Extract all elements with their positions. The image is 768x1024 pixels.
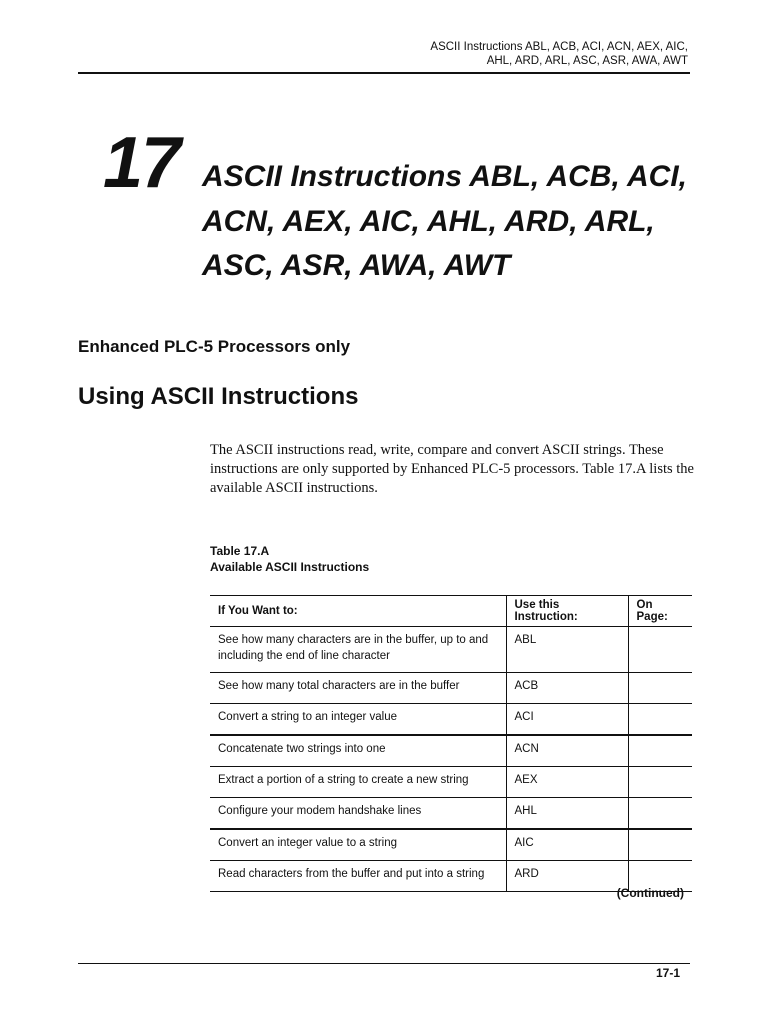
footer-rule bbox=[78, 963, 690, 964]
table-cell-page bbox=[628, 673, 692, 704]
table-cell-instruction: AHL bbox=[506, 798, 628, 830]
table-cell-page bbox=[628, 735, 692, 767]
chapter-title bbox=[202, 155, 702, 289]
table-cell-instruction: ACI bbox=[506, 704, 628, 736]
table-cell-instruction: AIC bbox=[506, 829, 628, 861]
table-cell-want: Concatenate two strings into one bbox=[210, 735, 506, 767]
table-cell-page bbox=[628, 767, 692, 798]
table-caption-number: Table 17.A bbox=[210, 544, 270, 558]
page-number: 17-1 bbox=[655, 966, 680, 980]
column-header-page: On Page: bbox=[628, 596, 692, 627]
table-cell-want: Convert an integer value to a string bbox=[210, 829, 506, 861]
table-cell-page bbox=[628, 627, 692, 673]
table-cell-instruction: ABL bbox=[506, 627, 628, 673]
table-cell-want: Configure your modem handshake lines bbox=[210, 798, 506, 830]
table-cell-page bbox=[628, 704, 692, 736]
intro-paragraph: The ASCII instructions read, write, compare and convert ASCII strings. These instructions are only supported by Enhanced PLC-5 processors. Table 17.A lists the available ASCII instructions. bbox=[210, 442, 694, 496]
table-cell-instruction: ARD bbox=[506, 861, 628, 892]
table-continued-note: (Continued) bbox=[616, 886, 684, 900]
chapter-title-line-3: ASC, ASR, AWA, AWT bbox=[202, 249, 511, 282]
table-row bbox=[210, 767, 692, 798]
table-cell-want: See how many characters are in the buffer, up to and including the end of line character bbox=[210, 627, 506, 673]
table-row bbox=[210, 798, 692, 830]
table-cell-page bbox=[628, 798, 692, 830]
column-header-want: If You Want to: bbox=[210, 596, 506, 627]
table-cell-instruction: ACN bbox=[506, 735, 628, 767]
table-cell-want: See how many total characters are in the buffer bbox=[210, 673, 506, 704]
table-cell-page bbox=[628, 829, 692, 861]
table-cell-want: Read characters from the buffer and put into a string bbox=[210, 861, 506, 892]
chapter-title-line-1: ASCII Instructions ABL, ACB, ACI, bbox=[202, 160, 688, 193]
column-header-instruction: Use this Instruction: bbox=[506, 596, 628, 627]
running-header-line-2: AHL, ARD, ARL, ASC, ASR, AWA, AWT bbox=[486, 55, 688, 67]
table-row bbox=[210, 673, 692, 704]
table-caption bbox=[210, 543, 369, 575]
header-rule bbox=[78, 72, 690, 74]
table-caption-title: Available ASCII Instructions bbox=[210, 560, 370, 574]
table-header-row bbox=[210, 596, 692, 627]
chapter-title-line-2: ACN, AEX, AIC, AHL, ARD, ARL, bbox=[202, 204, 655, 238]
table-row bbox=[210, 627, 692, 673]
chapter-number: 17 bbox=[103, 123, 180, 203]
table-cell-instruction: ACB bbox=[506, 673, 628, 704]
running-header bbox=[268, 40, 688, 68]
section-heading: Using ASCII Instructions bbox=[78, 383, 359, 410]
ascii-instructions-table bbox=[210, 595, 692, 892]
running-header-line-1: ASCII Instructions ABL, ACB, ACI, ACN, AEX, AIC, bbox=[430, 41, 688, 53]
table-cell-want: Convert a string to an integer value bbox=[210, 704, 506, 736]
table-cell-instruction: AEX bbox=[506, 767, 628, 798]
table-cell-want: Extract a portion of a string to create a new string bbox=[210, 767, 506, 798]
processor-note: Enhanced PLC-5 Processors only bbox=[78, 337, 351, 356]
table-row bbox=[210, 829, 692, 861]
table-row bbox=[210, 735, 692, 767]
table-row bbox=[210, 704, 692, 736]
